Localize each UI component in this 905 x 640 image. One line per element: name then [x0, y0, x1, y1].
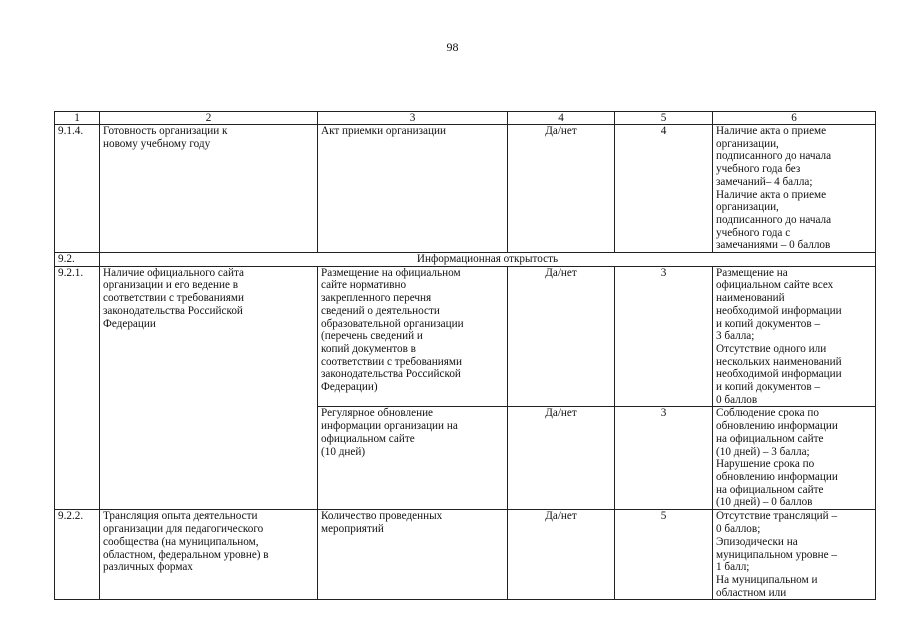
- criteria-cell: Соблюдение срока по обновлению информации на официальном сайте (10 дней) – 3 балла; Нарушение срока по обновлению информации на официальном сайте (10 дней) – 0 баллов: [713, 407, 876, 510]
- max-score-cell: 3: [615, 407, 713, 510]
- indicator-cell: Трансляция опыта деятельности организации для педагогического сообщества (на муниципальном, областном, федеральном уровне) в различных формах: [100, 510, 318, 600]
- source-cell: Размещение на официальном сайте нормативно закрепленного перечня сведений о деятельности образовательной организации (перечень сведений и копий документов в соответствии с требованиями законодательства Российской Федерации): [318, 266, 508, 407]
- max-score-cell: 5: [615, 510, 713, 600]
- row-number: 9.2.2.: [55, 510, 100, 600]
- section-row: [55, 253, 876, 267]
- type-cell: Да/нет: [508, 266, 615, 407]
- section-title: Информационная открытость: [100, 253, 876, 267]
- row-number: 9.2.1.: [55, 266, 100, 407]
- indicator-cell: Готовность организации к новому учебному году: [100, 125, 318, 253]
- source-cell: Акт приемки организации: [318, 125, 508, 253]
- page-number: 98: [446, 40, 459, 54]
- column-header: 5: [615, 112, 713, 125]
- criteria-cell: Наличие акта о приеме организации, подписанного до начала учебного года без замечаний– 4 балла; Наличие акта о приеме организации, подписанного до начала учебного года с замечаниями – 0 баллов: [713, 125, 876, 253]
- column-header: 6: [713, 112, 876, 125]
- max-score-cell: 4: [615, 125, 713, 253]
- criteria-cell: Размещение на официальном сайте всех наименований необходимой информации и копий документов – 3 балла; Отсутствие одного или нескольких наименований необходимой информации и копий документов – 0 баллов: [713, 266, 876, 407]
- row-number: 9.1.4.: [55, 125, 100, 253]
- source-cell: Регулярное обновление информации организации на официальном сайте (10 дней): [318, 407, 508, 510]
- table-row: [55, 510, 876, 600]
- table-row: [55, 125, 876, 253]
- criteria-table: [54, 111, 876, 600]
- source-cell: Количество проведенных мероприятий: [318, 510, 508, 600]
- table-row: [55, 407, 876, 510]
- column-header: 3: [318, 112, 508, 125]
- section-number: 9.2.: [55, 253, 100, 267]
- column-header: 4: [508, 112, 615, 125]
- table-row: [55, 266, 876, 407]
- type-cell: Да/нет: [508, 407, 615, 510]
- indicator-cell: Наличие официального сайта организации и его ведение в соответствии с требованиями законодательства Российской Федерации: [100, 266, 318, 407]
- column-header: 1: [55, 112, 100, 125]
- max-score-cell: 3: [615, 266, 713, 407]
- table-header-row: [55, 112, 876, 125]
- criteria-cell: Отсутствие трансляций – 0 баллов; Эпизодически на муниципальном уровне – 1 балл; На муниципальном и областном или: [713, 510, 876, 600]
- type-cell: Да/нет: [508, 125, 615, 253]
- column-header: 2: [100, 112, 318, 125]
- type-cell: Да/нет: [508, 510, 615, 600]
- row-number-continued: [55, 407, 100, 510]
- indicator-cell-continued: [100, 407, 318, 510]
